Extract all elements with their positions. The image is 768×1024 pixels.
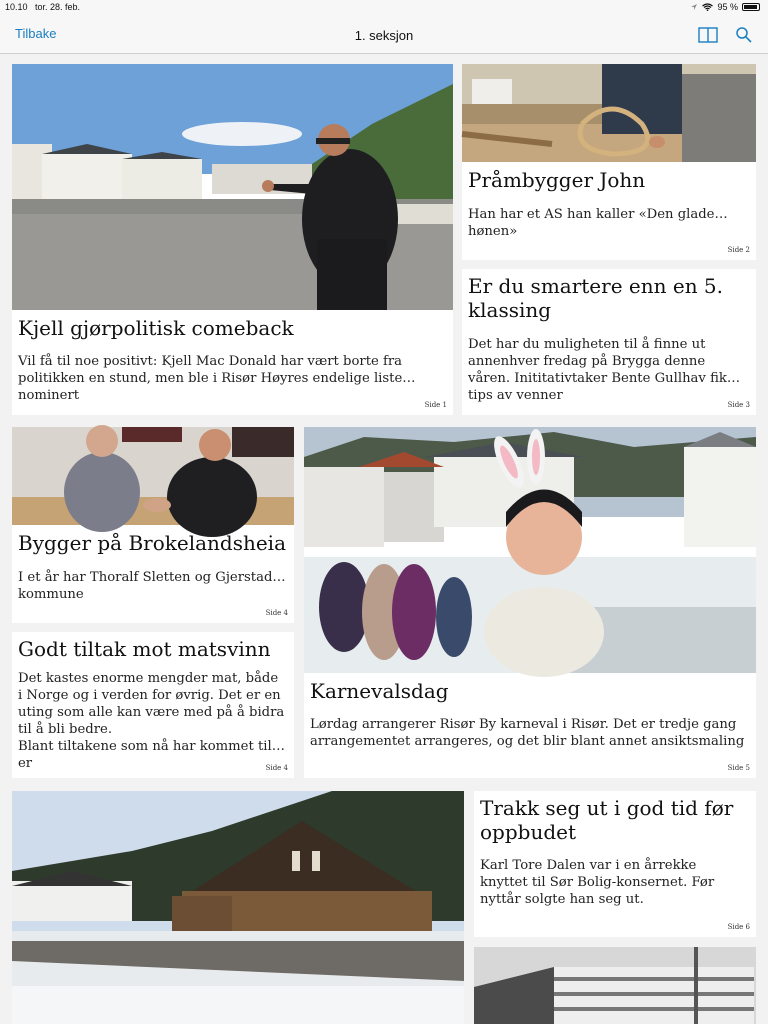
article-photo-apartments	[474, 947, 756, 1024]
article-title: Pråmbygger John	[468, 168, 646, 192]
article-page: Side 4	[265, 609, 288, 617]
article-description: Det kastes enorme mengder mat, både i Norge og i verden for øvrig. Det er en uting som alle kan være med på å bidra til å bli bedre. Blant tiltakene som nå har kommet til er	[18, 671, 285, 771]
status-time: 10.10	[5, 2, 28, 12]
back-button[interactable]: Tilbake	[15, 26, 57, 41]
article-card-brokelandsheia[interactable]	[12, 427, 294, 623]
article-card-house[interactable]	[12, 791, 464, 1024]
page-title: 1. seksjon	[354, 28, 414, 43]
article-description: I et år har Thoralf Sletten og Gjerstad kommune	[18, 570, 273, 602]
article-card-karnevalsdag[interactable]	[304, 427, 756, 778]
battery-percent: 95 %	[717, 2, 738, 12]
article-photo-town-square	[12, 64, 453, 310]
wifi-icon	[702, 3, 713, 11]
article-description: Lørdag arrangerer Risør By karneval i Risør. Det er tredje gang arrangementet arrangeres, og det blir blant annet ansiktsmaling	[310, 717, 745, 749]
article-description: Han har et AS han kaller «Den glade hønen»	[468, 207, 715, 239]
article-page: Side 1	[424, 401, 447, 409]
article-description: Vil få til noe positivt: Kjell Mac Donald har vært borte fra politikken en stund, men ble i Risør Høyres endelige liste nominert	[18, 354, 403, 403]
article-page: Side 4	[265, 764, 288, 772]
article-card-smartere[interactable]	[462, 269, 756, 415]
article-card-kjell[interactable]	[12, 64, 453, 415]
location-icon	[690, 3, 698, 11]
article-card-prambygger[interactable]	[462, 64, 756, 260]
article-title: Er du smartere enn en 5. klassing	[468, 274, 724, 322]
status-bar	[0, 0, 768, 16]
nav-icons	[698, 25, 754, 45]
battery-icon	[742, 3, 760, 11]
article-description: Det har du muligheten til å finne ut annenhver fredag på Brygga denne våren. Inititativtaker Bente Gullhav fikk tips av venner	[468, 337, 735, 403]
article-photo-house	[12, 791, 464, 1024]
article-photo-carnival	[304, 427, 756, 673]
article-card-matsvinn[interactable]	[12, 632, 294, 778]
article-photo-handshake	[12, 427, 294, 525]
article-page: Side 6	[727, 923, 750, 931]
article-description: Karl Tore Dalen var i en årrekke knyttet til Sør Bolig-konsernet. Før nyttår solgte han seg ut.	[480, 858, 715, 907]
article-page: Side 5	[727, 764, 750, 772]
article-photo-workshop	[462, 64, 756, 162]
article-title: Kjell gjørpolitisk comeback	[18, 316, 294, 340]
article-card-apartments[interactable]	[474, 947, 756, 1024]
article-card-trakk-seg-ut[interactable]	[474, 791, 756, 937]
article-title: Karnevalsdag	[310, 679, 449, 703]
article-page: Side 2	[727, 246, 750, 254]
status-right	[690, 2, 760, 12]
article-page: Side 3	[727, 401, 750, 409]
article-title: Godt tiltak mot matsvinn	[18, 637, 271, 661]
search-icon[interactable]	[734, 25, 754, 45]
article-title: Trakk seg ut i god tid før oppbudet	[480, 796, 734, 844]
status-date: tor. 28. feb.	[35, 2, 81, 12]
article-title: Bygger på Brokelandsheia	[18, 531, 286, 555]
split-view-icon[interactable]	[698, 25, 718, 45]
navigation-bar	[0, 16, 768, 54]
